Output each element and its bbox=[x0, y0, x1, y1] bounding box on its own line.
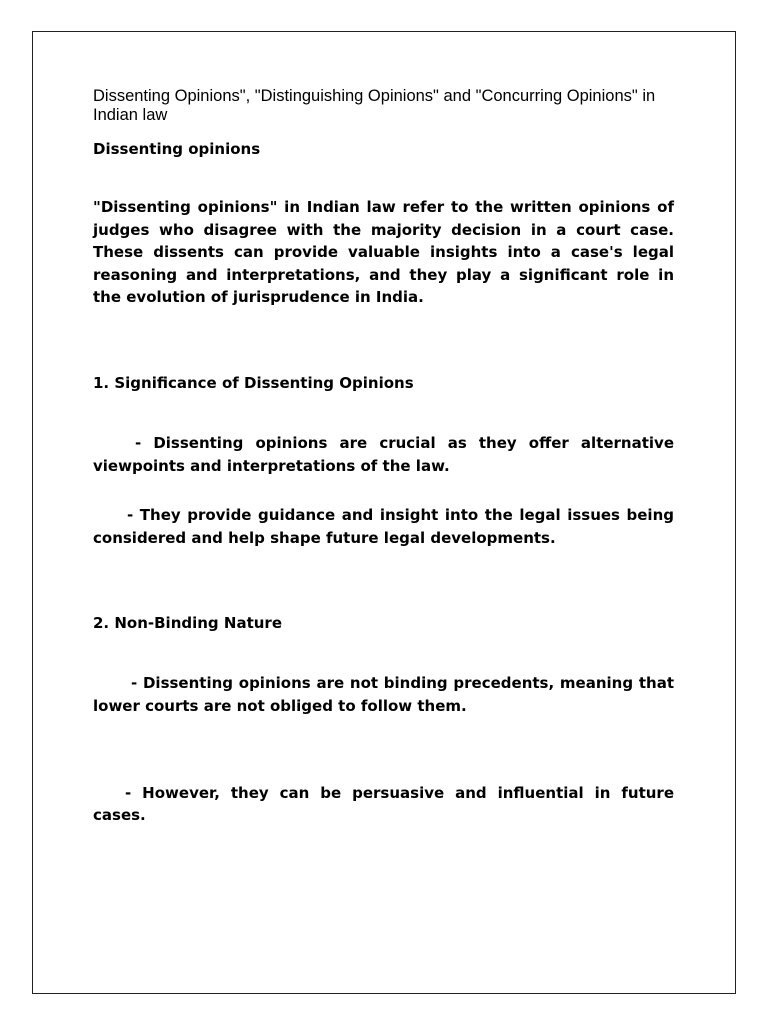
section-1-heading: 1. Significance of Dissenting Opinions bbox=[93, 373, 414, 392]
section-2-heading: 2. Non-Binding Nature bbox=[93, 614, 282, 633]
document-title: Dissenting Opinions", "Distinguishing Opinions" and "Concurring Opinions" in Indian law bbox=[93, 87, 656, 124]
intro-paragraph: "Dissenting opinions" in Indian law refer to the written opinions of judges who disagree with the majority decision in a court case. These dissents can provide valuable insights into a case's legal reasoning and interpretations, and they play a significant role in the evolution of jurisprudence in India. bbox=[93, 198, 674, 307]
main-heading: Dissenting opinions bbox=[93, 140, 261, 158]
document-body bbox=[93, 87, 674, 827]
section-2-point-1: - Dissenting opinions are not binding precedents, meaning that lower courts are not obliged to follow them. bbox=[93, 674, 674, 715]
section-2-point-2: - However, they can be persuasive and influential in future cases. bbox=[93, 783, 674, 825]
section-1-point-2: - They provide guidance and insight into the legal issues being considered and help shape future legal developments. bbox=[93, 506, 674, 547]
section-1-point-1: - Dissenting opinions are crucial as they offer alternative viewpoints and interpretations of the law. bbox=[93, 433, 674, 475]
